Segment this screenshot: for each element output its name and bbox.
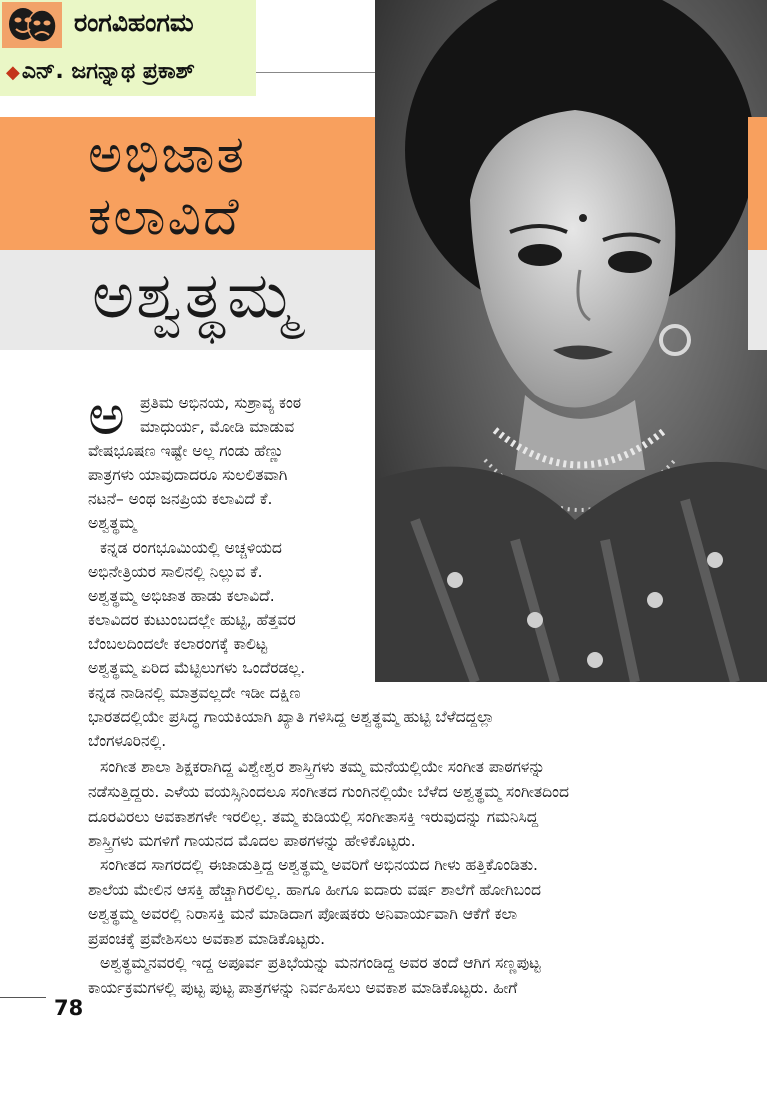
body-line: ಶಾಲೆಯ ಮೇಲಿನ ಆಸಕ್ತಿ ಹೆಚ್ಚಾಗಿರಲಿಲ್ಲ. ಹಾಗೂ ಹೀಗೂ ಐದಾರು ವರ್ಷ ಶಾಲೆಗೆ ಹೋಗಿಬಂದ (88, 881, 541, 899)
body-line: ಅಶ್ವತ್ಥಮ್ಮ ಅವರಲ್ಲಿ ನಿರಾಸಕ್ತಿ ಮನೆ ಮಾಡಿದಾಗ ಪೋಷಕರು ಅನಿವಾರ್ಯವಾಗಿ ಆಕೆಗೆ ಕಲಾ (88, 905, 518, 923)
body-line: ಕನ್ನಡ ನಾಡಿನಲ್ಲಿ ಮಾತ್ರವಲ್ಲದೇ ಇಡೀ ದಕ್ಷಿಣ (88, 684, 301, 702)
body-line: ವೇಷಭೂಷಣ ಇಷ್ಟೇ ಅಲ್ಲ ಗಂಡು ಹೆಣ್ಣು (88, 442, 284, 460)
author-name: ಎನ್. ಜಗನ್ನಾಥ ಪ್ರಕಾಶ್ (21, 59, 195, 84)
masks-graphic (2, 2, 62, 48)
body-line: ಶಾಸ್ತ್ರಿಗಳು ಮಗಳಿಗೆ ಗಾಯನದ ಮೊದಲ ಪಾಠಗಳನ್ನು ಹೇಳಿಕೊಟ್ಟರು. (88, 832, 416, 850)
divider (256, 72, 376, 73)
author-byline (6, 56, 195, 89)
title-line-1: ಅಭಿಜಾತ (88, 125, 247, 185)
body-line: ಅಶ್ವತ್ಥಮ್ಮನವರಲ್ಲಿ ಇದ್ದ ಅಪೂರ್ವ ಪ್ರತಿಭೆಯನ್ನು ಮನಗಂಡಿದ್ದ ಅವರ ತಂದೆ ಆಗಿಗ ಸಣ್ಣಪುಟ್ಟ (100, 954, 541, 972)
drop-cap: ಅ (88, 383, 125, 448)
body-line: ಅಶ್ವತ್ಥಮ್ಮ ಏರಿದ ಮೆಟ್ಟಿಲುಗಳು ಒಂದೆರಡಲ್ಲ. (88, 659, 306, 677)
body-line: ಪ್ರಪಂಚಕ್ಕೆ ಪ್ರವೇಶಿಸಲು ಅವಕಾಶ ಮಾಡಿಕೊಟ್ಟರು. (88, 930, 326, 948)
body-line: ಕನ್ನಡ ರಂಗಭೂಮಿಯಲ್ಲಿ ಅಚ್ಚಳಿಯದ (100, 539, 282, 557)
title-line-3: ಅಶ್ವತ್ಥಮ್ಮ (92, 259, 299, 333)
theatre-masks-icon (2, 2, 62, 48)
body-line: ಸಂಗೀತದ ಸಾಗರದಲ್ಲಿ ಈಜಾಡುತ್ತಿದ್ದ ಅಶ್ವತ್ಥಮ್ಮ ಅವರಿಗೆ ಅಭಿನಯದ ಗೀಳು ಹತ್ತಿಕೊಂಡಿತು. (100, 856, 538, 874)
page-number: 78 (54, 996, 84, 1020)
body-line: ದೂರವಿರಲು ಅವಕಾಶಗಳೇ ಇರಲಿಲ್ಲ. ತಮ್ಮ ಕುಡಿಯಲ್ಲಿ ಸಂಗೀತಾಸಕ್ತಿ ಇರುವುದನ್ನು ಗಮನಿಸಿದ್ದ (88, 808, 539, 826)
edge-tab-gray (748, 250, 767, 350)
portrait-photo (375, 0, 767, 682)
body-line: ನಟನೆ– ಅಂಥ ಜನಪ್ರಿಯ ಕಲಾವಿದೆ ಕೆ. (88, 490, 273, 508)
body-line: ಅಭಿನೇತ್ರಿಯರ ಸಾಲಿನಲ್ಲಿ ನಿಲ್ಲುವ ಕೆ. (88, 563, 263, 581)
body-line: ಸಂಗೀತ ಶಾಲಾ ಶಿಕ್ಷಕರಾಗಿದ್ದ ವಿಶ್ವೇಶ್ವರ ಶಾಸ್ತ್ರಿಗಳು ತಮ್ಮ ಮನೆಯಲ್ಲಿಯೇ ಸಂಗೀತ ಪಾಠಗಳನ್ನು (100, 758, 545, 776)
body-line: ಬೆಂಬಲದಿಂದಲೇ ಕಲಾರಂಗಕ್ಕೆ ಕಾಲಿಟ್ಟ (88, 635, 268, 653)
title-line-2: ಕಲಾವಿದೆ (88, 187, 241, 247)
body-line: ನಡೆಸುತ್ತಿದ್ದರು. ಎಳೆಯ ವಯಸ್ಸಿನಿಂದಲೂ ಸಂಗೀತದ ಗುಂಗಿನಲ್ಲಿಯೇ ಬೆಳೆದ ಅಶ್ವತ್ಥಮ್ಮ ಸಂಗೀತದಿಂದ (88, 783, 570, 801)
portrait-illustration (375, 0, 767, 682)
body-line: ಕಾರ್ಯಕ್ರಮಗಳಲ್ಲಿ ಪುಟ್ಟ ಪುಟ್ಟ ಪಾತ್ರಗಳನ್ನು ನಿರ್ವಹಿಸಲು ಅವಕಾಶ ಮಾಡಿಕೊಟ್ಟರು. ಹೀಗೆ (88, 979, 518, 997)
body-line: ಪಾತ್ರಗಳು ಯಾವುದಾದರೂ ಸುಲಲಿತವಾಗಿ (88, 466, 288, 484)
body-line: ಅಶ್ವತ್ಥಮ್ಮ (88, 514, 137, 532)
page-number-rule (0, 997, 46, 998)
body-line: ಭಾರತದಲ್ಲಿಯೇ ಪ್ರಸಿದ್ಧ ಗಾಯಕಿಯಾಗಿ ಖ್ಯಾತಿ ಗಳಿಸಿದ್ದ ಅಶ್ವತ್ಥಮ್ಮ ಹುಟ್ಟಿ ಬೆಳೆದದ್ದಲ್ಲಾ (88, 708, 495, 726)
body-line: ಅಶ್ವತ್ಥಮ್ಮ ಅಭಿಜಾತ ಹಾಡು ಕಲಾವಿದೆ. (88, 587, 275, 605)
body-line: ಕಲಾವಿದರ ಕುಟುಂಬದಲ್ಲೇ ಹುಟ್ಟಿ, ಹೆತ್ತವರ (88, 611, 296, 629)
body-line: ಬೆಂಗಳೂರಿನಲ್ಲಿ. (88, 732, 167, 750)
body-line: ಮಾಧುರ್ಯ, ಮೋಡಿ ಮಾಡುವ (140, 418, 295, 436)
body-line: ಪ್ರತಿಮ ಅಭಿನಯ, ಸುಶ್ರಾವ್ಯ ಕಂಠ (140, 394, 302, 412)
edge-tab-orange (748, 117, 767, 250)
column-header (0, 0, 256, 96)
diamond-bullet-icon: ◆ (6, 62, 20, 83)
column-name: ರಂಗವಿಹಂಗಮ (74, 8, 194, 37)
